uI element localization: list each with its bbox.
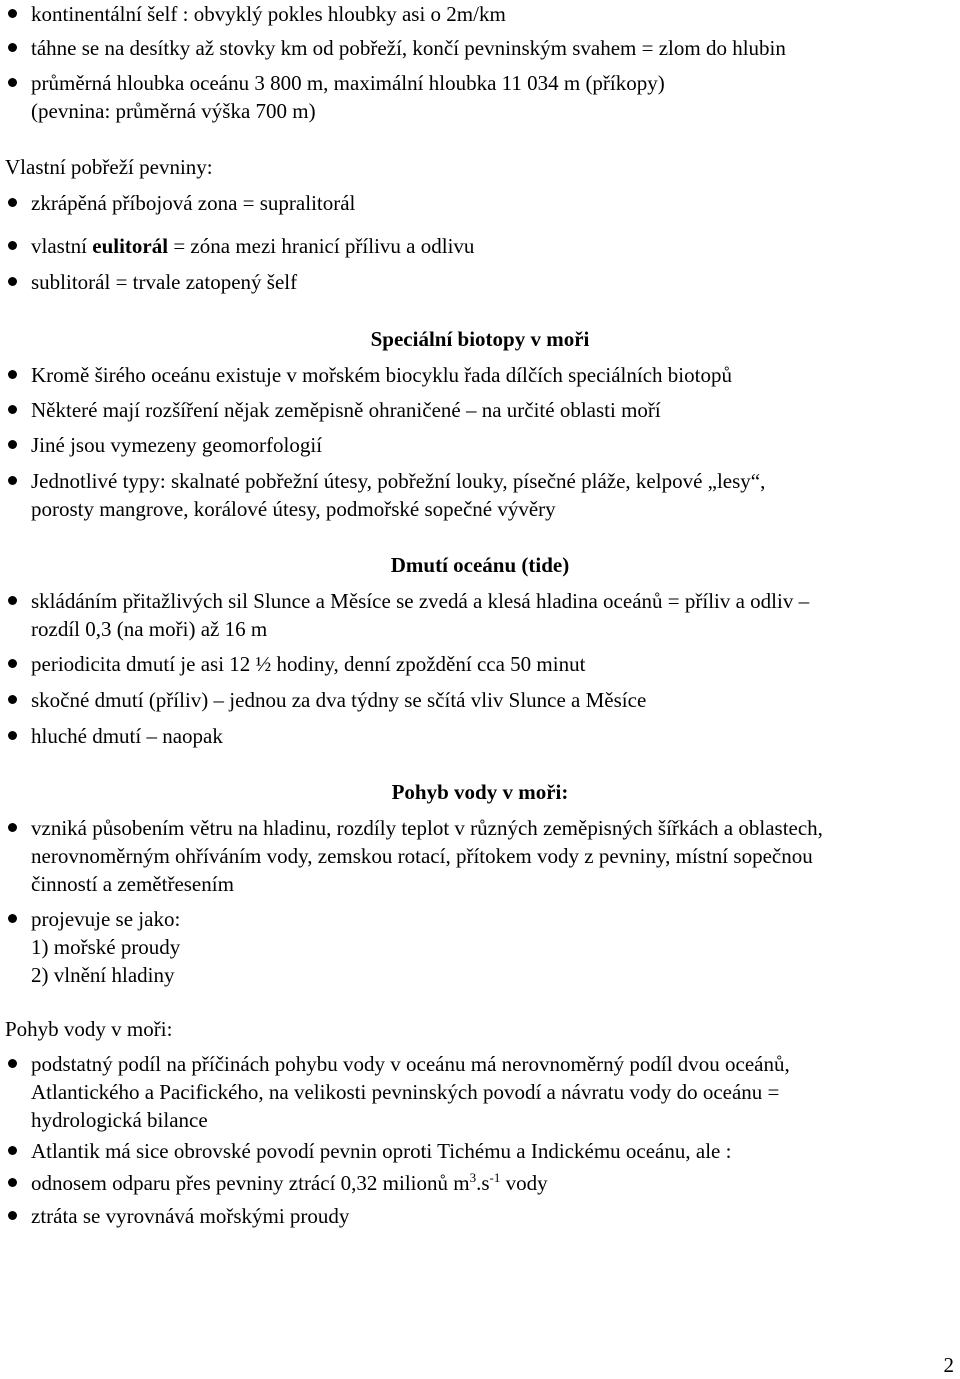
list-item: skočné dmutí (příliv) – jednou za dva týdny se sčítá vliv Slunce a Měsíce [31, 686, 948, 714]
list-item: Některé mají rozšíření nějak zeměpisně ohraničené – na určité oblasti moří [31, 396, 948, 424]
list-item: kontinentální šelf : obvyklý pokles hloubky asi o 2m/km [31, 0, 948, 28]
list-item-line: (pevnina: průměrná výška 700 m) [31, 99, 316, 123]
superscript: -1 [489, 1170, 501, 1185]
text-span: = zóna mezi hranicí přílivu a odlivu [168, 234, 475, 258]
list-item [31, 814, 948, 898]
list-item [31, 1050, 948, 1134]
list-item-line: podstatný podíl na příčinách pohybu vody v oceánu má nerovnoměrný podíl dvou oceánů, [31, 1052, 790, 1076]
list-item [31, 467, 948, 523]
list-item-line: průměrná hloubka oceánu 3 800 m, maximální hloubka 11 034 m (příkopy) [31, 71, 665, 95]
list-item [31, 69, 948, 125]
list-item-line: hydrologická bilance [31, 1108, 208, 1132]
text-span: vlastní [31, 234, 93, 258]
list-item: Jiné jsou vymezeny geomorfologií [31, 431, 948, 459]
list-item: zkrápěná příbojová zona = supralitorál [31, 189, 948, 217]
list-item-line: vzniká působením větru na hladinu, rozdíly teplot v různých zeměpisných šířkách a oblastech, [31, 816, 823, 840]
list-item: ztráta se vyrovnává mořskými proudy [31, 1202, 948, 1230]
list-item-line: Jednotlivé typy: skalnaté pobřežní útesy, pobřežní louky, písečné pláže, kelpové „lesy“, [31, 469, 766, 493]
list-item [31, 1169, 948, 1197]
list-item: Kromě širého oceánu existuje v mořském biocyklu řada dílčích speciálních biotopů [31, 361, 948, 389]
list-item [31, 232, 948, 260]
list-item-line: nerovnoměrným ohříváním vody, zemskou rotací, přítokem vody z pevniny, místní sopečnou [31, 844, 813, 868]
section-title: Pohyb vody v moři: [391, 780, 569, 804]
section-title: Speciální biotopy v moři [370, 327, 590, 351]
list-item-line: rozdíl 0,3 (na moři) až 16 m [31, 617, 268, 641]
list-item [31, 905, 948, 989]
page-number: 2 [943, 1353, 954, 1377]
list-item: sublitorál = trvale zatopený šelf [31, 268, 948, 296]
text-span: .s [476, 1171, 490, 1195]
list-item: periodicita dmutí je asi 12 ½ hodiny, denní zpoždění cca 50 minut [31, 650, 948, 678]
list-item-line: porosty mangrove, korálové útesy, podmořské sopečné vývěry [31, 497, 556, 521]
list-item-line: činností a zemětřesením [31, 872, 234, 896]
list-item: hluché dmutí – naopak [31, 722, 948, 750]
list-item-line: skládáním přitažlivých sil Slunce a Měsíce se zvedá a klesá hladina oceánů = příliv a odliv – [31, 589, 810, 613]
list-item: táhne se na desítky až stovky km od pobřeží, končí pevninským svahem = zlom do hlubin [31, 34, 948, 62]
list-item [31, 587, 948, 643]
text-span: vody [500, 1171, 548, 1195]
section-heading: Vlastní pobřeží pevniny: [5, 155, 213, 179]
list-item-line: Atlantického a Pacifického, na velikosti pevninských povodí a návratu vody do oceánu = [31, 1080, 780, 1104]
list-item-line: projevuje se jako: [31, 907, 181, 931]
superscript: 3 [469, 1170, 477, 1185]
section-title: Dmutí oceánu (tide) [390, 553, 570, 577]
list-item: Atlantik má sice obrovské povodí pevnin oproti Tichému a Indickému oceánu, ale : [31, 1137, 948, 1165]
list-item-line: 1) mořské proudy [31, 935, 181, 959]
text-span: odnosem odparu přes pevniny ztrácí 0,32 milionů m [31, 1171, 470, 1195]
section-heading: Pohyb vody v moři: [5, 1017, 173, 1041]
list-item-line: 2) vlnění hladiny [31, 963, 175, 987]
bold-term: eulitorál [92, 234, 169, 258]
